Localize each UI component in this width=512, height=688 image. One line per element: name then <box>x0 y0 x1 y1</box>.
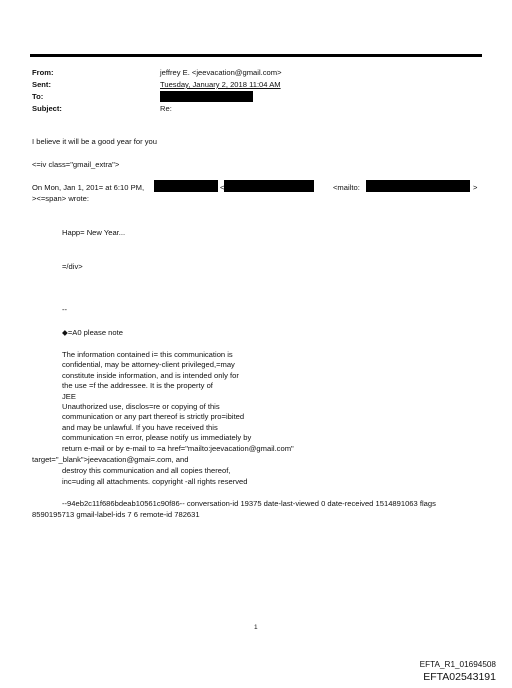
body-line-happy: Happ= New Year... <box>62 228 126 237</box>
sender-name-redaction <box>154 180 218 192</box>
body-line-including: inc=uding all attachments. copyright -all rights reserved <box>62 477 248 486</box>
sent-label: Sent: <box>32 80 51 89</box>
to-label: To: <box>32 92 44 101</box>
bates-number-r1: EFTA_R1_01694508 <box>419 660 496 669</box>
page-number: 1 <box>254 624 258 631</box>
metadata-line-2: 8590195713 gmail-label-ids 7 6 remote-id 782631 <box>32 510 200 519</box>
confidential-line: The information contained i= this communication is <box>62 350 233 359</box>
confidential-line: return e-mail or by e-mail to =a href="mailto:jeevacation@gmail.com" <box>62 443 294 453</box>
subject-label: Subject: <box>32 104 62 113</box>
body-line-dashes: -- <box>62 305 68 314</box>
confidential-line: and may be unlawful. If you have received this <box>62 422 218 432</box>
body-line-div-close: =/div> <box>62 262 83 271</box>
confidential-line: the use =f the addressee. It is the property of <box>62 381 213 391</box>
bates-number-efta: EFTA02543191 <box>423 671 496 683</box>
confidential-line: communication or any part thereof is strictly pro=ibited <box>62 412 245 422</box>
body-line-lt: < <box>220 183 225 192</box>
sender-email-redaction <box>224 180 314 192</box>
body-line-on-mon: On Mon, Jan 1, 201= at 6:10 PM, <box>32 183 145 192</box>
from-label: From: <box>32 68 54 77</box>
sent-value: Tuesday, January 2, 2018 11:04 AM <box>160 80 281 89</box>
confidential-line: confidential, may be attorney-client privileged,=may <box>62 360 235 370</box>
subject-value: Re: <box>160 104 172 113</box>
body-line-destroy: destroy this communication and all copies thereof, <box>62 466 231 475</box>
confidential-line: communication =n error, please notify us immediately by <box>62 433 252 443</box>
body-line-mailto: <mailto: <box>333 183 360 192</box>
from-value: jeffrey E. <jeevacation@gmail.com> <box>160 68 282 77</box>
confidential-line: Unauthorized use, disclos=re or copying of this <box>62 402 220 412</box>
metadata-line-1: --94eb2c11f686bdeab10561c90f86-- conversation-id 19375 date-last-viewed 0 date-received 1514891063 flags <box>62 499 436 508</box>
body-line-wrote: ><=span> wrote: <box>32 194 89 203</box>
body-line-target: target="_blank">jeevacation@gmai=.com, and <box>32 455 189 464</box>
confidentiality-block <box>62 350 294 454</box>
confidential-line: constitute inside information, and is intended only for <box>62 370 239 380</box>
header-rule <box>30 54 482 57</box>
to-redaction <box>160 91 253 102</box>
mailto-redaction <box>366 180 470 192</box>
body-line-note: ◆=A0 please note <box>62 328 123 337</box>
body-line-div-class: <=iv class="gmail_extra"> <box>32 160 120 169</box>
body-line-gt: > <box>473 183 478 192</box>
confidential-line: JEE <box>62 391 76 401</box>
body-line-believe: I believe it will be a good year for you <box>32 137 157 146</box>
